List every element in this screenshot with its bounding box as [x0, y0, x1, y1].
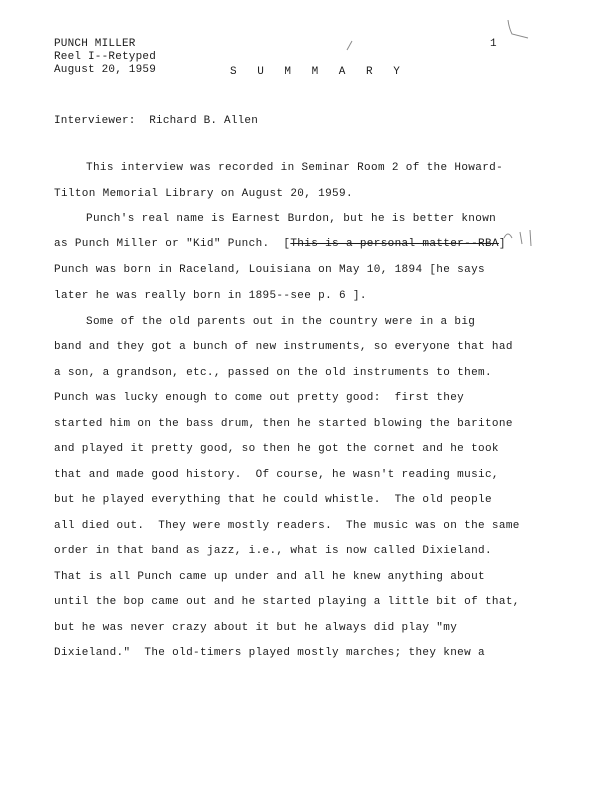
- paragraph-line: but he was never crazy about it but he always did play "my: [54, 622, 458, 634]
- summary-title: S U M M A R Y: [230, 66, 407, 78]
- paragraph-line: Tilton Memorial Library on August 20, 1959.: [54, 188, 353, 200]
- header-reel: Reel I--Retyped: [54, 51, 157, 63]
- page-number: 1: [490, 38, 497, 50]
- header-date: August 20, 1959: [54, 64, 157, 76]
- paragraph-line: Some of the old parents out in the country were in a big: [86, 316, 476, 328]
- interviewer-line: Interviewer: Richard B. Allen: [54, 115, 259, 127]
- paragraph-line: order in that band as jazz, i.e., what is now called Dixieland.: [54, 545, 492, 557]
- paragraph-line: This interview was recorded in Seminar Room 2 of the Howard-: [86, 162, 504, 174]
- paragraph-line: all died out. They were mostly readers. The music was on the same: [54, 520, 520, 532]
- header-name: PUNCH MILLER: [54, 38, 136, 50]
- struck-text: This is a personal matter--RBA: [290, 238, 499, 250]
- paragraph-line: That is all Punch came up under and all he knew anything about: [54, 571, 485, 583]
- pen-scribble-mark: [500, 226, 540, 250]
- pen-mark: [500, 14, 540, 44]
- paragraph-line: Dixieland." The old-timers played mostly marches; they knew a: [54, 647, 485, 659]
- paragraph-line: until the bop came out and he started playing a little bit of that,: [54, 596, 520, 608]
- paragraph-line: Punch's real name is Earnest Burdon, but he is better known: [86, 213, 497, 225]
- pen-tick-mark: [344, 38, 356, 54]
- paragraph-text: as Punch Miller or "Kid" Punch. [: [54, 238, 291, 250]
- paragraph-line: but he played everything that he could whistle. The old people: [54, 494, 492, 506]
- paragraph-line: later he was really born in 1895--see p. 6 ].: [54, 290, 367, 302]
- paragraph-line: Punch was lucky enough to come out pretty good: first they: [54, 392, 465, 404]
- paragraph-line: Punch was born in Raceland, Louisiana on May 10, 1894 [he says: [54, 264, 485, 276]
- paragraph-line: a son, a grandson, etc., passed on the old instruments to them.: [54, 367, 492, 379]
- paragraph-line-with-strike: [54, 238, 506, 251]
- paragraph-line: band and they got a bunch of new instruments, so everyone that had: [54, 341, 513, 353]
- paragraph-line: that and made good history. Of course, he wasn't reading music,: [54, 469, 499, 481]
- paragraph-line: and played it pretty good, so then he got the cornet and he took: [54, 443, 499, 455]
- paragraph-text: ]: [498, 238, 506, 250]
- paragraph-line: started him on the bass drum, then he started blowing the baritone: [54, 418, 513, 430]
